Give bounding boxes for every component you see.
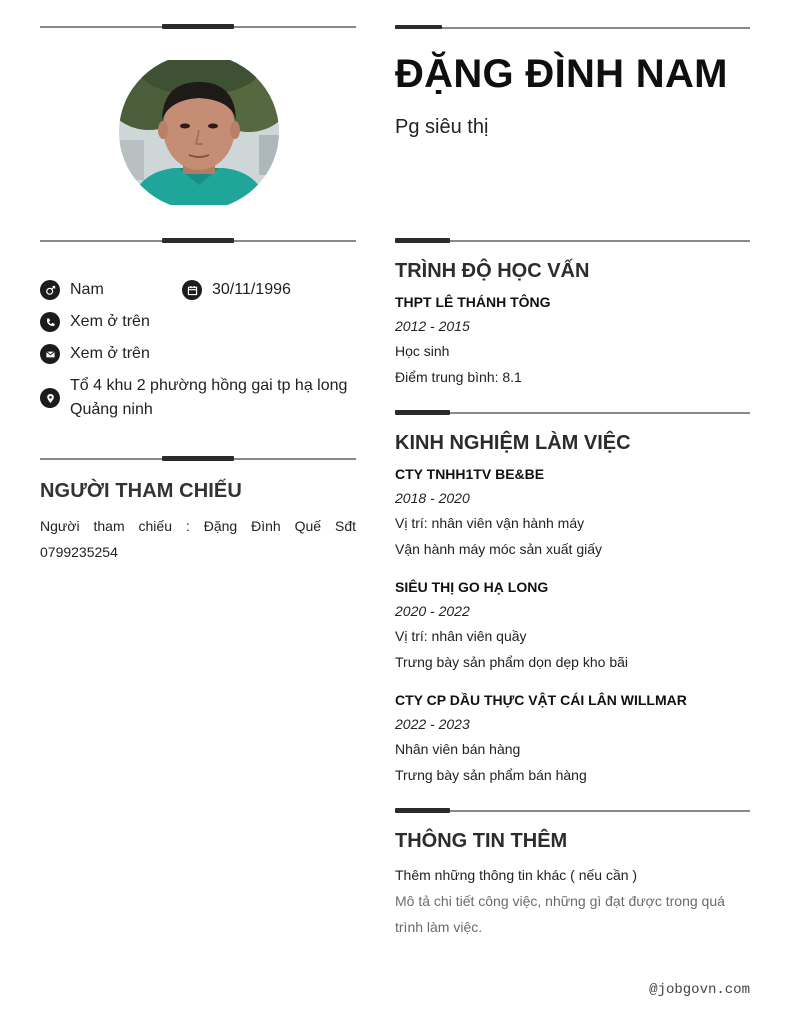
education-title: TRÌNH ĐỘ HỌC VẤN: [395, 260, 590, 282]
job-period: 2020 - 2022: [395, 603, 470, 619]
job-role: Vị trí: nhân viên quầy: [395, 628, 527, 644]
job-desc: Trưng bày sản phẩm dọn dẹp kho bãi: [395, 654, 629, 670]
job-desc: Vận hành máy móc sản xuất giấy: [395, 541, 603, 557]
experience-divider-accent: [395, 410, 450, 415]
additional-line: Thêm những thông tin khác ( nếu cần ): [395, 867, 638, 883]
calendar-icon: [182, 280, 202, 300]
job-role: Nhân viên bán hàng: [395, 741, 521, 757]
experience-title: KINH NGHIỆM LÀM VIỆC: [395, 432, 631, 454]
avatar: [119, 60, 279, 205]
email-value: Xem ở trên: [70, 345, 150, 362]
full-name: ĐẶNG ĐÌNH NAM: [395, 52, 728, 96]
education-period: 2012 - 2015: [395, 318, 470, 334]
job-desc: Trưng bày sản phẩm bán hàng: [395, 767, 587, 783]
gender-value: Nam: [70, 281, 104, 298]
phone-value: Xem ở trên: [70, 313, 150, 330]
education-school: THPT LÊ THÁNH TÔNG: [395, 294, 551, 310]
top-left-divider-accent: [162, 24, 234, 29]
address-value: Tổ 4 khu 2 phường hồng gai tp hạ long Quảng ninh: [70, 377, 348, 418]
mid-left-divider-accent: [162, 238, 234, 243]
additional-divider-accent: [395, 808, 450, 813]
education-divider-accent: [395, 238, 450, 243]
footer-watermark: @jobgovn.com: [649, 982, 750, 998]
top-right-divider: [395, 27, 750, 29]
location-pin-icon: [40, 388, 60, 408]
gender-icon: [40, 280, 60, 300]
job-company: SIÊU THỊ GO HẠ LONG: [395, 579, 549, 595]
additional-title: THÔNG TIN THÊM: [395, 830, 568, 852]
job-company: CTY TNHH1TV BE&BE: [395, 466, 545, 482]
job-role: Vị trí: nhân viên vận hành máy: [395, 515, 585, 531]
job-position: Pg siêu thị: [395, 116, 489, 138]
job-period: 2022 - 2023: [395, 716, 470, 732]
education-major: Học sinh: [395, 343, 450, 359]
email-icon: [40, 344, 60, 364]
phone-icon: [40, 312, 60, 332]
job-period: 2018 - 2020: [395, 490, 470, 506]
job-company: CTY CP DẦU THỰC VẬT CÁI LÂN WILLMAR: [395, 692, 687, 708]
birthdate-value: 30/11/1996: [212, 281, 291, 298]
additional-hint: Mô tả chi tiết công việc, những gì đạt được trong quá trình làm việc.: [395, 893, 725, 935]
reference-text: Người tham chiếu : Đặng Đình Quế Sđt 0799235254: [40, 518, 356, 560]
education-score: Điểm trung bình: 8.1: [395, 369, 522, 385]
reference-divider-accent: [162, 456, 234, 461]
top-right-divider-accent: [395, 25, 442, 29]
reference-title: NGƯỜI THAM CHIẾU: [40, 480, 242, 502]
